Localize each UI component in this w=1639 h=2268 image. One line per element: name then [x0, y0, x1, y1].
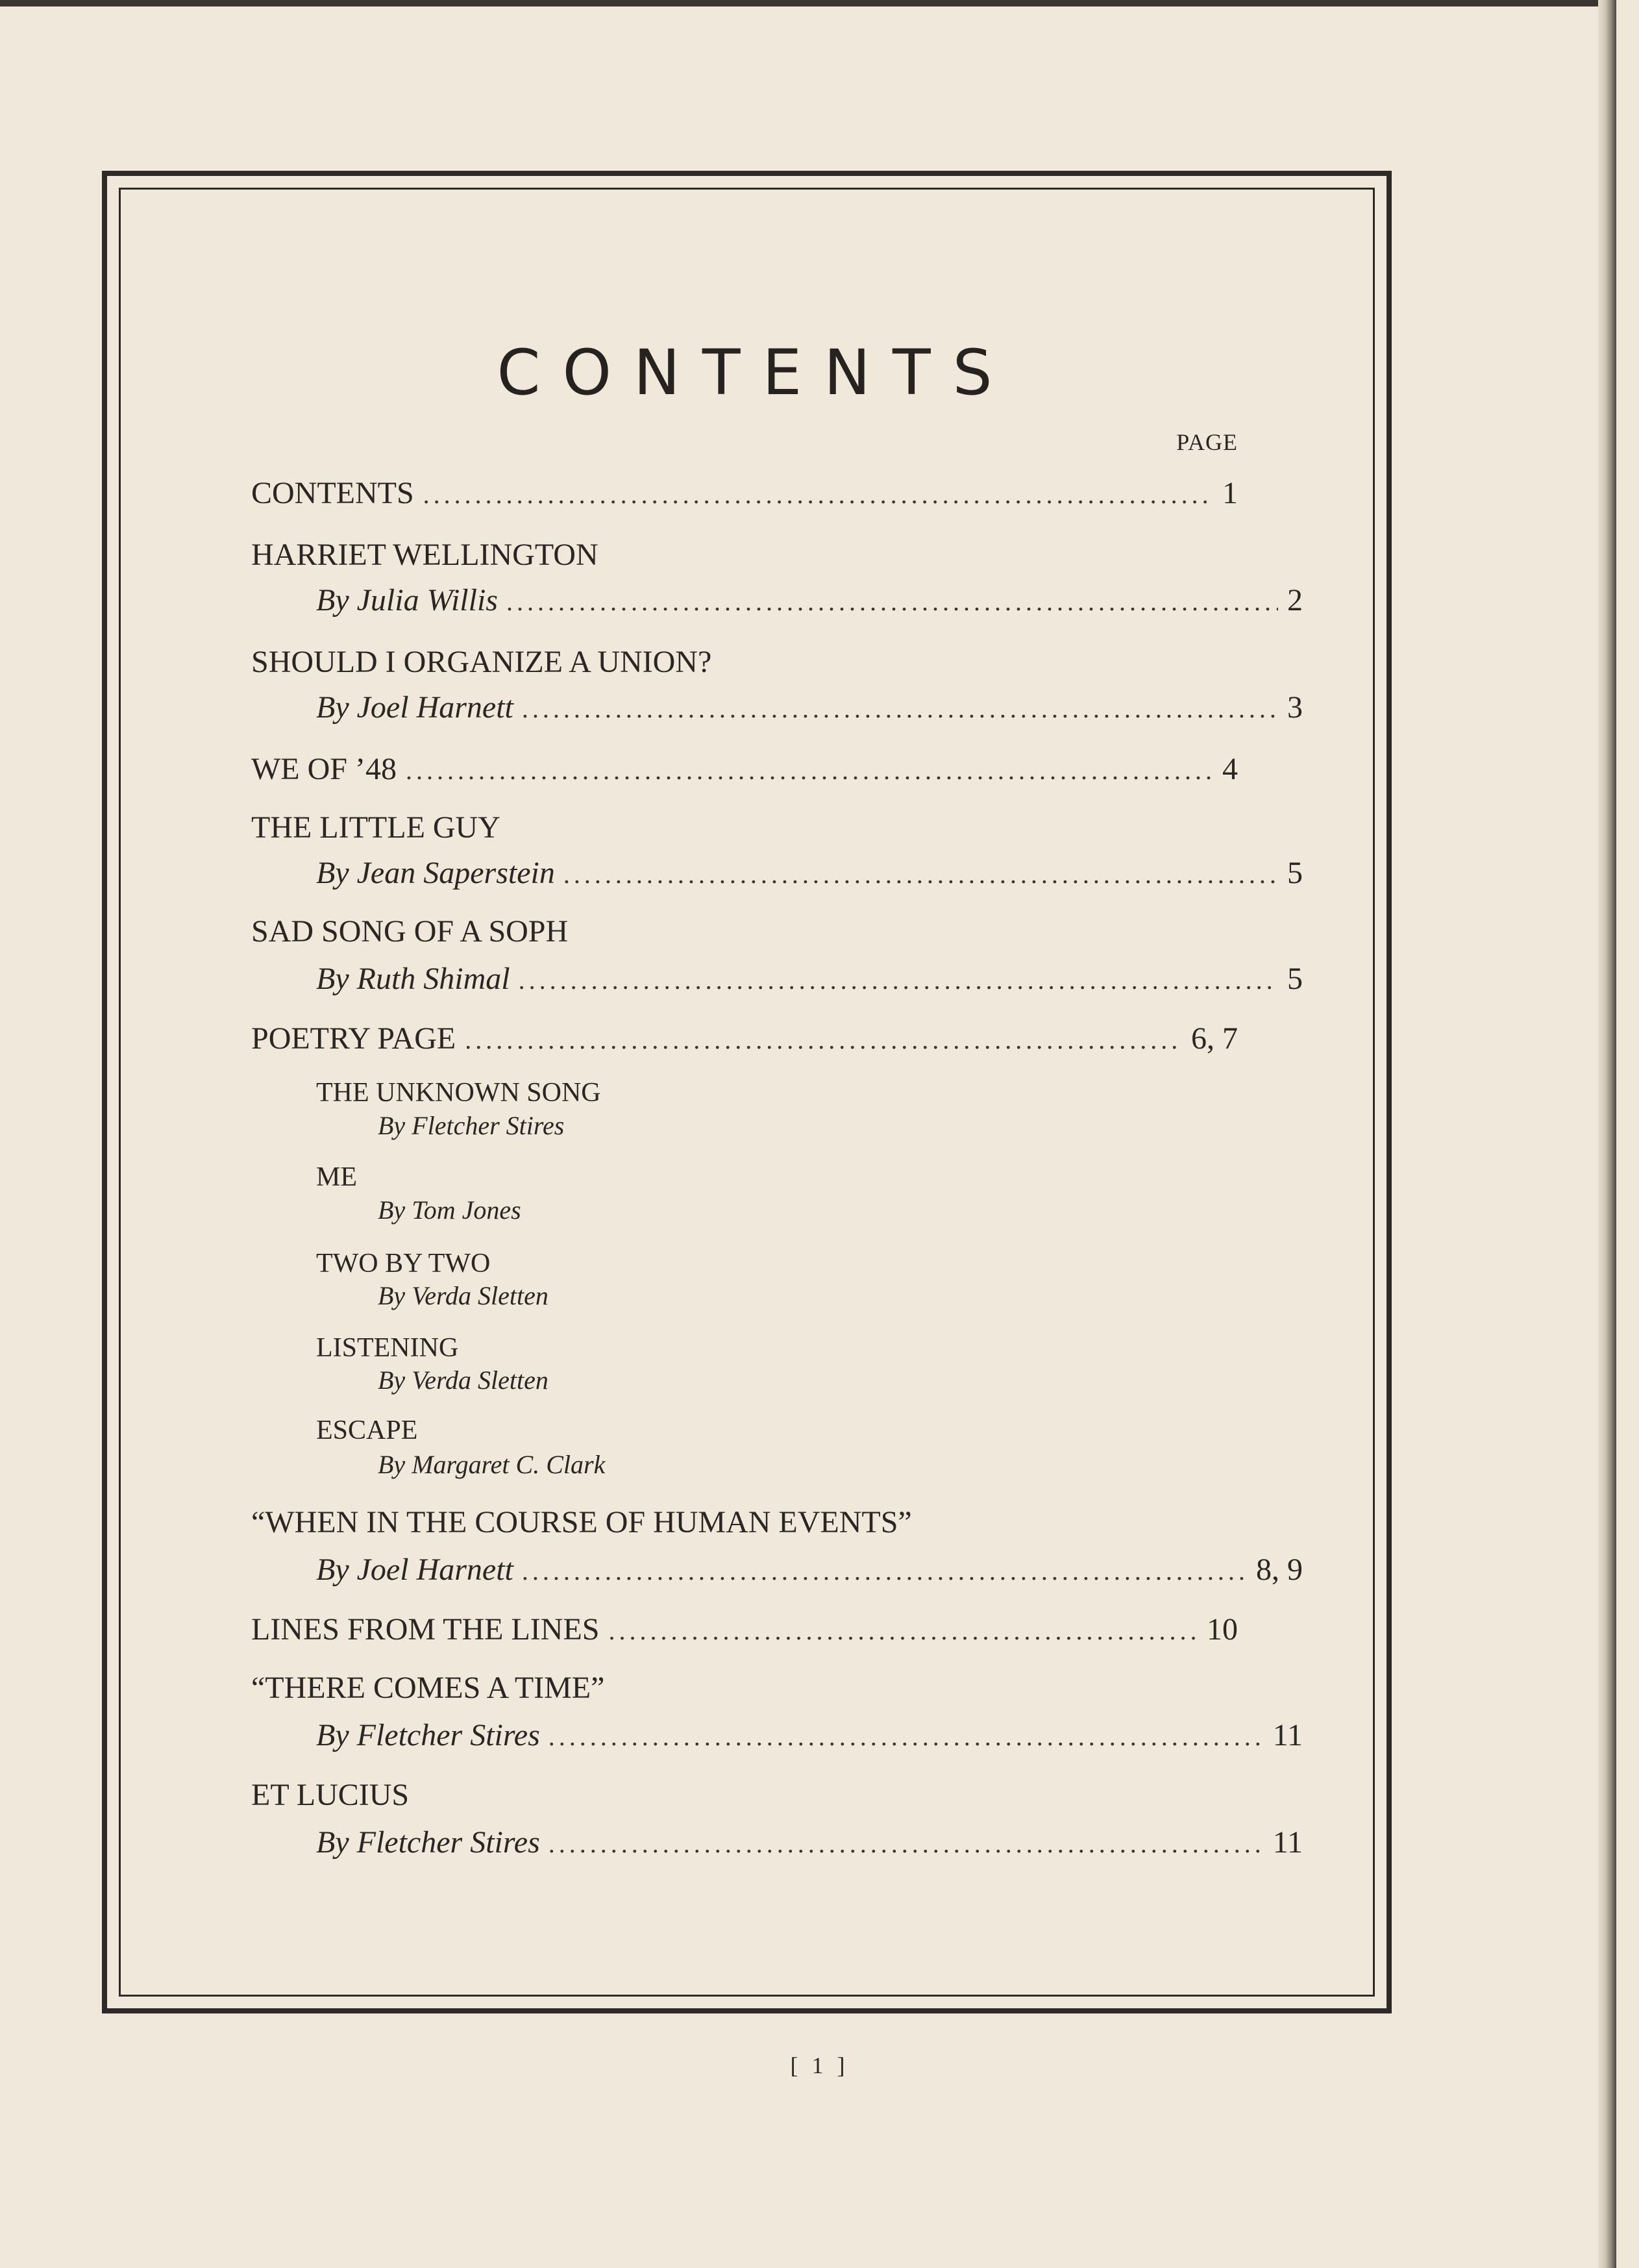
- contents-body: [251, 0, 1303, 2268]
- entry-page: 6, 7: [1191, 1021, 1238, 1056]
- entry-byline: By Jean Saperstein: [316, 856, 555, 890]
- entry-byline: By Joel Harnett: [316, 1552, 513, 1587]
- entry-page: 3: [1287, 690, 1303, 725]
- entry-page: 5: [1287, 856, 1303, 890]
- toc-entry-title[interactable]: SHOULD I ORGANIZE A UNION?: [251, 645, 712, 679]
- entry-page: 5: [1287, 962, 1303, 996]
- entry-byline: By Fletcher Stires: [316, 1825, 540, 1860]
- toc-entry-byline-row[interactable]: [251, 854, 1303, 893]
- poem-title[interactable]: THE UNKNOWN SONG: [316, 1078, 601, 1108]
- leader-dots: [507, 582, 1278, 621]
- toc-entry-title[interactable]: ET LUCIUS: [251, 1778, 410, 1812]
- leader-dots: [519, 961, 1278, 1000]
- toc-entry-byline-row[interactable]: [251, 960, 1303, 999]
- poem-title[interactable]: LISTENING: [316, 1333, 459, 1363]
- toc-entry-byline-row[interactable]: [251, 688, 1303, 727]
- toc-entry-title[interactable]: “THERE COMES A TIME”: [251, 1671, 605, 1705]
- toc-entry-title[interactable]: “WHEN IN THE COURSE OF HUMAN EVENTS”: [251, 1505, 912, 1539]
- entry-title: POETRY PAGE: [251, 1021, 456, 1056]
- leader-dots: [523, 690, 1278, 729]
- leader-dots: [549, 1825, 1264, 1863]
- entry-page: 11: [1272, 1718, 1303, 1752]
- entry-page: 8, 9: [1256, 1552, 1303, 1587]
- entry-page: 4: [1222, 752, 1238, 786]
- poem-title[interactable]: ESCAPE: [316, 1415, 418, 1445]
- poem-byline: By Verda Sletten: [378, 1365, 548, 1395]
- poem-title[interactable]: ME: [316, 1162, 357, 1192]
- page-number: [ 1 ]: [790, 2052, 849, 2078]
- poem-title[interactable]: TWO BY TWO: [316, 1249, 491, 1278]
- page-spine-edge: [1598, 0, 1616, 2268]
- entry-byline: By Fletcher Stires: [316, 1718, 540, 1752]
- entry-byline: By Ruth Shimal: [316, 962, 510, 996]
- page-title: CONTENTS: [497, 336, 1015, 409]
- entry-page: 1: [1222, 476, 1238, 510]
- poem-byline: By Fletcher Stires: [378, 1111, 565, 1140]
- leader-dots: [406, 751, 1213, 790]
- entry-title: WE OF ’48: [251, 752, 397, 786]
- leader-dots: [608, 1612, 1198, 1651]
- toc-entry-title[interactable]: THE LITTLE GUY: [251, 810, 500, 845]
- toc-entry-we-of-48[interactable]: [251, 750, 1238, 789]
- entry-page: 10: [1207, 1612, 1238, 1647]
- entry-byline: By Julia Willis: [316, 583, 498, 617]
- toc-entry-byline-row[interactable]: [251, 1823, 1303, 1862]
- toc-entry-byline-row[interactable]: [251, 581, 1303, 620]
- page-column-label: PAGE: [1176, 429, 1238, 455]
- leader-dots: [564, 855, 1278, 894]
- entry-page: 2: [1287, 583, 1303, 617]
- entry-title: LINES FROM THE LINES: [251, 1612, 600, 1647]
- toc-entry-contents[interactable]: [251, 474, 1238, 513]
- toc-entry-poetry-page[interactable]: [251, 1019, 1238, 1058]
- leader-dots: [465, 1021, 1182, 1060]
- leader-dots: [549, 1717, 1264, 1756]
- toc-entry-byline-row[interactable]: [251, 1551, 1303, 1589]
- poem-byline: By Margaret C. Clark: [378, 1450, 606, 1479]
- poem-byline: By Tom Jones: [378, 1195, 521, 1225]
- leader-dots: [423, 475, 1213, 514]
- entry-title: CONTENTS: [251, 476, 414, 510]
- toc-entry-byline-row[interactable]: [251, 1716, 1303, 1755]
- toc-entry-title[interactable]: SAD SONG OF A SOPH: [251, 914, 569, 949]
- leader-dots: [523, 1552, 1247, 1591]
- poem-byline: By Verda Sletten: [378, 1281, 548, 1310]
- entry-page: 11: [1272, 1825, 1303, 1860]
- entry-byline: By Joel Harnett: [316, 690, 513, 725]
- toc-entry-title[interactable]: HARRIET WELLINGTON: [251, 538, 598, 572]
- toc-entry-lines-from-the-lines[interactable]: [251, 1610, 1238, 1649]
